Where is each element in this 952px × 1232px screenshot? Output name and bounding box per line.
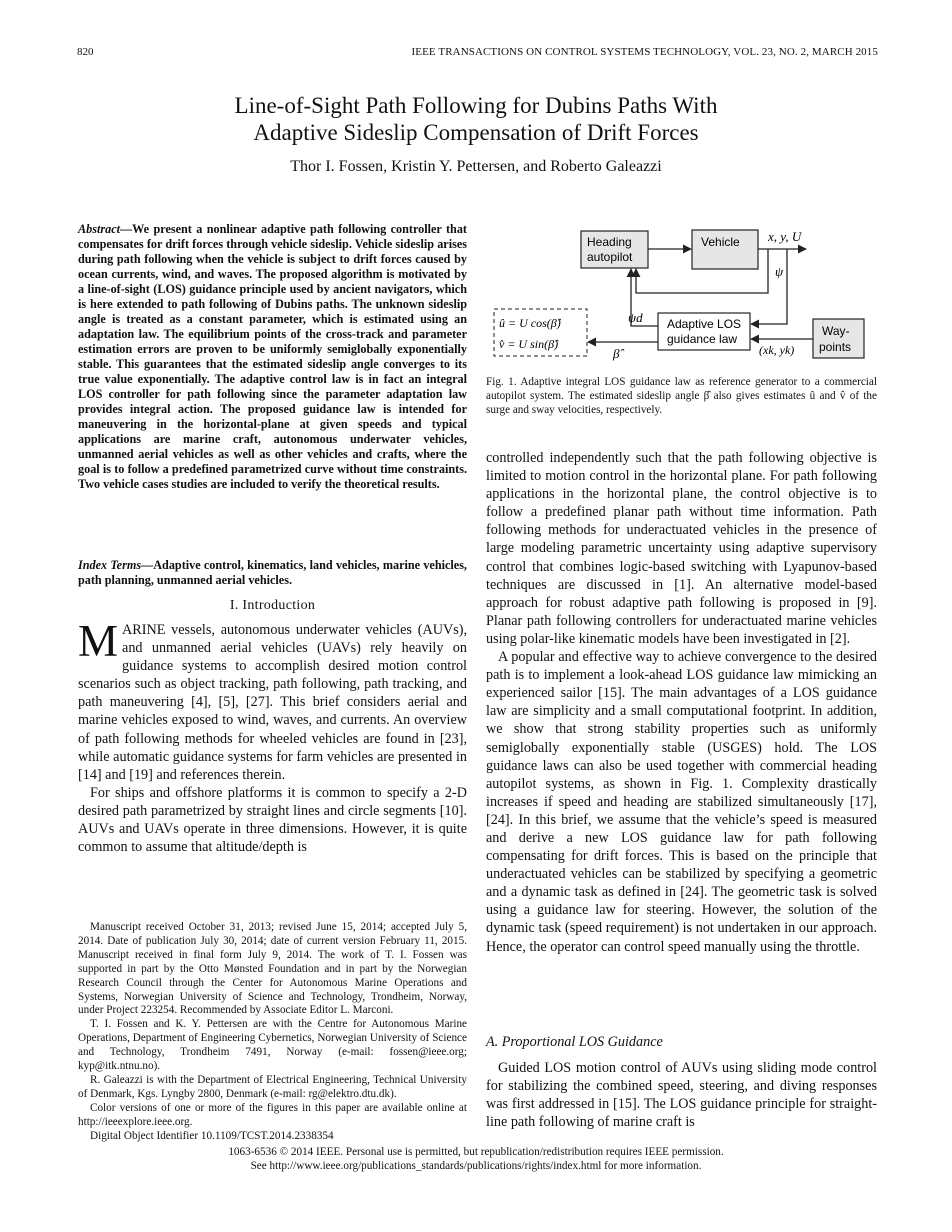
vehicle-label: Vehicle <box>701 235 740 249</box>
page-number: 820 <box>77 46 94 58</box>
drop-cap: M <box>78 616 119 666</box>
abstract-text: We present a nonlinear adaptive path following controller that compensates for drift forces through vehicle sideslip. Vehicle sideslip arises during path following when the vehicle is subject to drift forces caused by ocean currents, wind, and waves. The proposed algorithm is motivated by a line-of-sight (LOS) guidance principle used by ancient navigators, which is here extended to path following of Dubins paths. The unknown sideslip angle is treated as a constant parameter, which is estimated using an adaptation law. The equilibrium points of the cross-track and parameter estimation errors are proven to be uniformly semiglobally exponentially stable. This guarantees that the estimated sideslip angle converges to its true value exponentially. The adaptive control law is in fact an integral LOS controller for path following since the parameter adaptation law provides integral action. The proposed guidance law is intended for maneuvering in the horizontal-plane at given speeds and typical applications are marine craft, autonomous underwater vehicles, unmanned aerial vehicles as well as other vehicles and crafts, where the goal is to follow a predefined parametrized curve without time constraints. Two vehicle cases studies are included to verify the theoretical results. <box>78 222 467 491</box>
u-hat-equation: û = U cos(β̂) <box>499 316 561 330</box>
footnote-affiliation-2: R. Galeazzi is with the Department of Electrical Engineering, Technical University of Denmark, Kgs. Lyngby 2800, Denmark (e-mail: rg@elektro.dtu.dk). <box>78 1073 467 1100</box>
title-line-1: Line-of-Sight Path Following for Dubins Paths With <box>234 93 718 118</box>
figure-1-diagram <box>486 224 877 372</box>
copyright-line-1: 1063-6536 © 2014 IEEE. Personal use is permitted, but republication/redistribution requires IEEE permission. <box>228 1146 724 1158</box>
los-guidance-label-2: guidance law <box>667 332 738 346</box>
subsection-text <box>486 1059 877 1131</box>
title-line-2: Adaptive Sideslip Compensation of Drift Forces <box>253 120 699 145</box>
index-terms <box>78 558 467 588</box>
footnote-manuscript: Manuscript received October 31, 2013; revised June 15, 2014; accepted July 5, 2014. Date of publication July 30, 2014; date of current version February 11, 2015. Manuscript received in final form July 9, 2014. The work of T. I. Fossen was supported in part by the Otto Mønsted Foundation and in part by the Norwegian Research Council through the Center for Autonomous Marine Operations and Systems, Norwegian University of Science and Technology, Trondheim, Norway, under Project 223254. Recommended by Associate Editor L. Marconi. <box>78 921 467 1017</box>
heading-autopilot-label-2: autopilot <box>587 250 633 264</box>
introduction-text <box>78 616 467 856</box>
subsection-heading: A. Proportional LOS Guidance <box>486 1034 663 1050</box>
abstract <box>78 222 467 492</box>
los-guidance-label-1: Adaptive LOS <box>667 317 742 331</box>
footnotes <box>78 921 467 1144</box>
intro-paragraph-1-text: ARINE vessels, autonomous underwater vehicles (AUVs), and unmanned aerial vehicles (UAVs) rely heavily on guidance systems to accomplish desired motion control scenarios such as object tracking, path following, path tracking, and path maneuvering [4], [5], [27]. This brief considers aerial and marine vehicles exposed to wind, waves, and currents. An overview of path following methods for wheeled vehicles are found in [23], while automatic guidance systems for farm vehicles are presented in [14] and [19] and references therein. <box>78 622 467 783</box>
output-label: x, y, U <box>768 229 802 244</box>
waypoints-label-1: Way- <box>822 324 850 338</box>
section-heading: I. Introduction <box>229 598 316 613</box>
right-paragraph-2: A popular and effective way to achieve convergence to the desired path is to implement a look-ahead LOS guidance law mimicking an experienced sailor [15]. The main advantages of a LOS guidance law are simplicity and a small computational footprint. In addition, we show that strong stability properties such as uniformly semiglobally exponentially stable (USGES) hold. The LOS guidance laws can also be used together with commercial heading autopilot systems, as shown in Fig. 1. Complexity drastically increases if speed and heading are stabilized simultaneously [17], [24]. In this brief, we assume that the vehicle’s speed is measured and derive a new LOS guidance law for path following compensating for drift forces. This is based on the principle that underactuated vehicles can be stabilized by specifying a geometric and a dynamic task as defined in [24]. The geometric task is solved using a guidance law for steering. However, the solution of the dynamic task (speed requirement) is not undertaken in our approach. Hence, the operator can control speed manually using the throttle. <box>486 649 877 955</box>
heading-autopilot-label-1: Heading <box>587 235 632 249</box>
index-terms-label: Index Terms— <box>78 558 154 572</box>
journal-header: IEEE TRANSACTIONS ON CONTROL SYSTEMS TECHNOLOGY, VOL. 23, NO. 2, MARCH 2015 <box>411 46 878 58</box>
v-hat-equation: v̂ = U sin(β̂) <box>499 337 559 351</box>
psi-label: ψ <box>775 264 784 279</box>
right-paragraph-3: Guided LOS motion control of AUVs using sliding mode control for stabilizing the combined speed, steering, and diving responses was first addressed in [15]. The LOS guidance principle for straight-line path following of marine craft is <box>486 1060 877 1131</box>
waypoint-coords-label: (xk, yk) <box>759 343 795 357</box>
right-column-text <box>486 449 877 956</box>
beta-label: β̂ <box>613 346 620 361</box>
figure-1-caption: Fig. 1. Adaptive integral LOS guidance law as reference generator to a commercial autopilot system. The estimated sideslip angle β̂ also gives estimates û and v̂ of the surge and sway velocities, respectively. <box>486 376 877 416</box>
footnote-color: Color versions of one or more of the figures in this paper are available online at http://ieeexplore.ieee.org. <box>78 1101 467 1128</box>
copyright-footer <box>0 1145 952 1173</box>
intro-paragraph-2: For ships and offshore platforms it is common to specify a 2-D desired path parametrized by straight lines and circle segments [10]. AUVs and UAVs operate in three dimensions. However, it is quite common to assume that altitude/depth is <box>78 784 467 856</box>
right-paragraph-continued: controlled independently such that the path following objective is limited to motion control in the horizontal plane. For path following applications in the horizontal plane, the control objective is to follow a predefined planar path without time information. Path following methods for underactuated vehicles in the presence of large modeling parametric uncertainty using adaptive supervisory control that combines logic-based switching with Lyapunov-based techniques are discussed in [1]. An alternative model-based approach for robust adaptive path following is proposed in [9]. Planar path following controllers for underactuated marine vehicles using polar-like kinematic models have been investigated in [2]. <box>486 450 877 647</box>
footnote-affiliation-1: T. I. Fossen and K. Y. Pettersen are with the Centre for Autonomous Marine Operations, Department of Engineering Cybernetics, Norwegian University of Science and Technology, Trondheim 7491, Norway (e-mail: fossen@ieee.org; kyp@itk.ntnu.no). <box>78 1018 467 1073</box>
psi-d-label: ψd <box>628 310 643 325</box>
intro-paragraph-1 <box>78 616 467 784</box>
index-terms-text: Adaptive control, kinematics, land vehicles, marine vehicles, path planning, unmanned aerial vehicles. <box>78 558 467 587</box>
copyright-line-2: See http://www.ieee.org/publications_standards/publications/rights/index.html for more information. <box>250 1160 702 1172</box>
paper-title <box>0 92 952 146</box>
abstract-label: Abstract— <box>78 222 133 236</box>
waypoints-label-2: points <box>819 340 852 354</box>
authors: Thor I. Fossen, Kristin Y. Pettersen, and Roberto Galeazzi <box>290 158 662 175</box>
footnote-doi: Digital Object Identifier 10.1109/TCST.2014.2338354 <box>90 1129 334 1142</box>
